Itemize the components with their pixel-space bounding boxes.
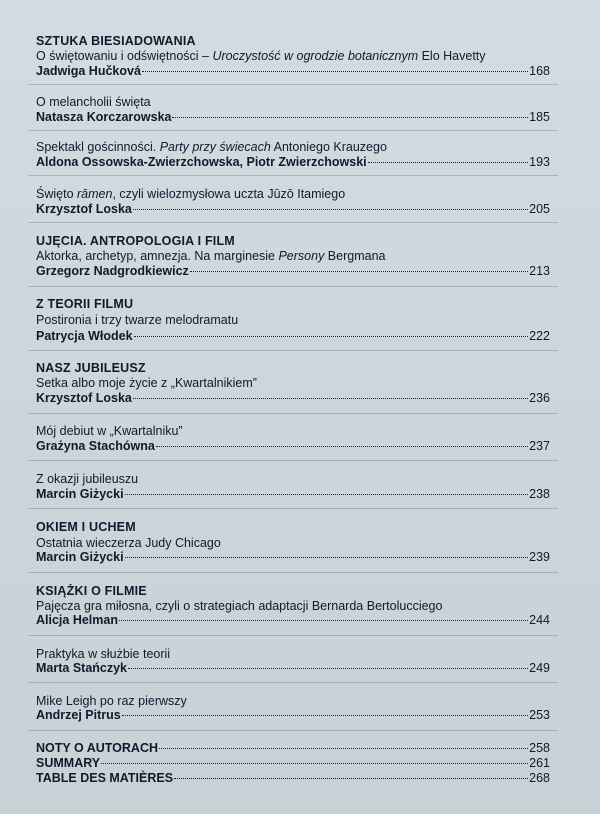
entry-author: Marcin Giżycki [36,487,124,501]
entry-line[interactable] [36,155,550,169]
entry-author: Grażyna Stachówna [36,439,155,453]
entry-title: Spektakl gościnności. Party przy świecach Antoniego Krauzego [36,140,387,154]
divider [28,460,558,461]
entry-page: 237 [529,439,550,453]
entry-page: 193 [529,155,550,169]
entry-line[interactable] [36,439,550,453]
entry-page: 253 [529,708,550,722]
entry-page: 238 [529,487,550,501]
entry-author: Aldona Ossowska-Zwierzchowska, Piotr Zwierzchowski [36,155,367,169]
tdm-entry[interactable] [36,771,550,785]
section-heading: OKIEM I UCHEM [36,520,136,534]
dot-leader [156,446,528,447]
section-heading: NASZ JUBILEUSZ [36,361,146,375]
entry-page: 236 [529,391,550,405]
entry-page: 239 [529,550,550,564]
entry-page: 168 [529,64,550,78]
notes-page: 258 [529,741,550,755]
entry-author: Marcin Giżycki [36,550,124,564]
entry-line[interactable] [36,708,550,722]
divider [28,84,558,85]
entry-page: 222 [529,329,550,343]
dot-leader [133,398,528,399]
entry-page: 249 [529,661,550,675]
dot-leader [190,271,528,272]
dot-leader [122,715,528,716]
dot-leader [101,763,528,764]
dot-leader [368,162,528,163]
entry-author: Patrycja Włodek [36,329,133,343]
entry-title: O świętowaniu i odświętności – Uroczystość w ogrodzie botanicznym Elo Havetty [36,49,486,63]
dot-leader [159,748,528,749]
divider [28,682,558,683]
entry-line[interactable] [36,613,550,627]
entry-line[interactable] [36,202,550,216]
entry-title: Święto rāmen, czyli wielozmysłowa uczta Jūzō Itamiego [36,187,346,201]
entry-line[interactable] [36,264,550,278]
divider [28,286,558,287]
entry-author: Natasza Korczarowska [36,110,172,124]
divider [28,508,558,509]
divider [28,635,558,636]
entry-author: Andrzej Pitrus [36,708,121,722]
divider [28,350,558,351]
entry-title: Postironia i trzy twarze melodramatu [36,313,239,327]
entry-title: Praktyka w służbie teorii [36,647,171,661]
entry-title: Ostatnia wieczerza Judy Chicago [36,536,221,550]
entry-line[interactable] [36,329,550,343]
summary-entry[interactable] [36,756,550,770]
entry-author: Marta Stańczyk [36,661,128,675]
tdm-page: 268 [529,771,550,785]
entry-author: Grzegorz Nadgrodkiewicz [36,264,189,278]
dot-leader [174,778,528,779]
divider [28,572,558,573]
entry-title: Setka albo moje życie z „Kwartalnikiem” [36,376,257,390]
entry-line[interactable] [36,64,550,78]
divider [28,730,558,731]
entry-line[interactable] [36,550,550,564]
entry-title: Mike Leigh po raz pierwszy [36,694,187,708]
entry-author: Krzysztof Loska [36,202,132,216]
entry-title: Aktorka, archetyp, amnezja. Na marginesie Persony Bergmana [36,249,386,263]
divider [28,413,558,414]
entry-title: O melancholii święta [36,95,151,109]
entry-line[interactable] [36,487,550,501]
dot-leader [172,117,528,118]
section-heading: SZTUKA BIESIADOWANIA [36,34,196,48]
section-heading: Z TEORII FILMU [36,297,134,311]
entry-title: Z okazji jubileuszu [36,472,139,486]
entry-line[interactable] [36,391,550,405]
entry-page: 185 [529,110,550,124]
entry-author: Alicja Helman [36,613,118,627]
dot-leader [128,668,528,669]
entry-page: 244 [529,613,550,627]
dot-leader [119,620,528,621]
entry-title: Mój debiut w „Kwartalniku” [36,424,183,438]
dot-leader [142,71,528,72]
dot-leader [125,494,529,495]
dot-leader [125,557,529,558]
entry-author: Jadwiga Hučková [36,64,141,78]
entry-line[interactable] [36,661,550,675]
divider [28,222,558,223]
section-heading: UJĘCIA. ANTROPOLOGIA I FILM [36,234,235,248]
tdm-label: TABLE DES MATIÈRES [36,771,174,785]
entry-title: Pajęcza gra miłosna, czyli o strategiach adaptacji Bernarda Bertolucciego [36,599,443,613]
entry-line[interactable] [36,110,550,124]
section-heading: KSIĄŻKI O FILMIE [36,584,147,598]
divider [28,175,558,176]
dot-leader [133,209,528,210]
dot-leader [134,336,529,337]
notes-label: NOTY O AUTORACH [36,741,158,755]
entry-author: Krzysztof Loska [36,391,132,405]
summary-label: SUMMARY [36,756,101,770]
entry-page: 213 [529,264,550,278]
entry-page: 205 [529,202,550,216]
divider [28,130,558,131]
summary-page: 261 [529,756,550,770]
notes-entry[interactable] [36,741,550,755]
